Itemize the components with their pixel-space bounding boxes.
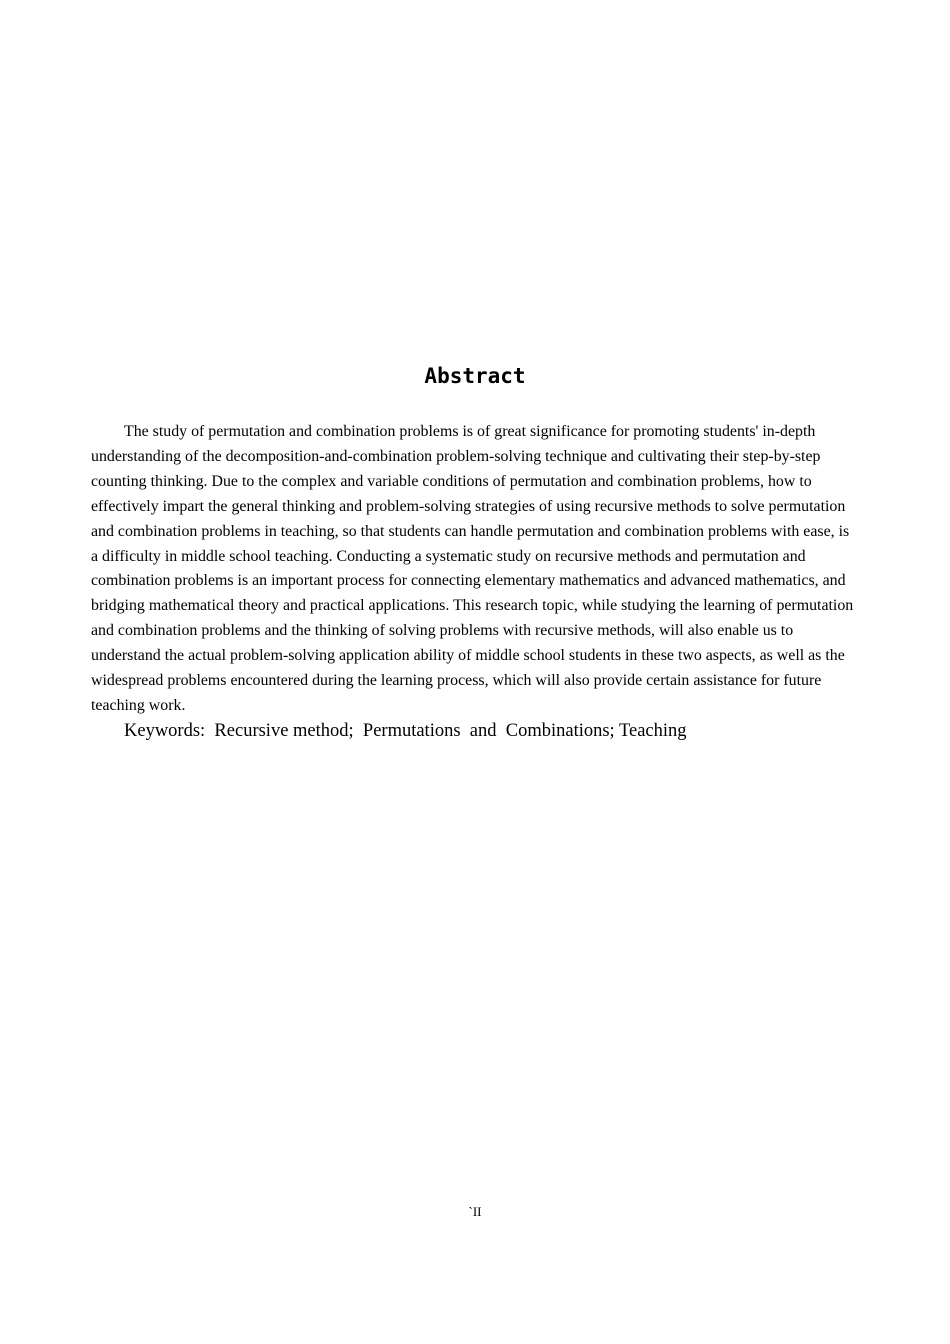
page-number: `II [468,1204,482,1219]
abstract-body: The study of permutation and combination problems is of great significance for promoting students' in-depth understanding of the decomposition-and-combination problem-solving technique and cultivating their step-by-step counting thinking. Due to the complex and variable conditions of permutation and combination problems, how to effectively impart the general thinking and problem-solving strategies of using recursive methods to solve permutation and combination problems in teaching, so that students can handle permutation and combination problems with ease, is a difficulty in middle school teaching. Conducting a systematic study on recursive methods and permutation and combination problems is an important process for connecting elementary mathematics and advanced mathematics, and bridging mathematical theory and practical applications. This research topic, while studying the learning of permutation and combination problems and the thinking of solving problems with recursive methods, will also enable us to understand the actual problem-solving application ability of middle school students in these two aspects, as well as the widespread problems encountered during the learning process, which will also provide certain assistance for future teaching work. [91,423,854,714]
keywords-text: Keywords: Recursive method; Permutations and Combinations; Teaching [124,721,687,741]
abstract-title: Abstract [424,364,526,388]
keywords-line [124,718,859,744]
